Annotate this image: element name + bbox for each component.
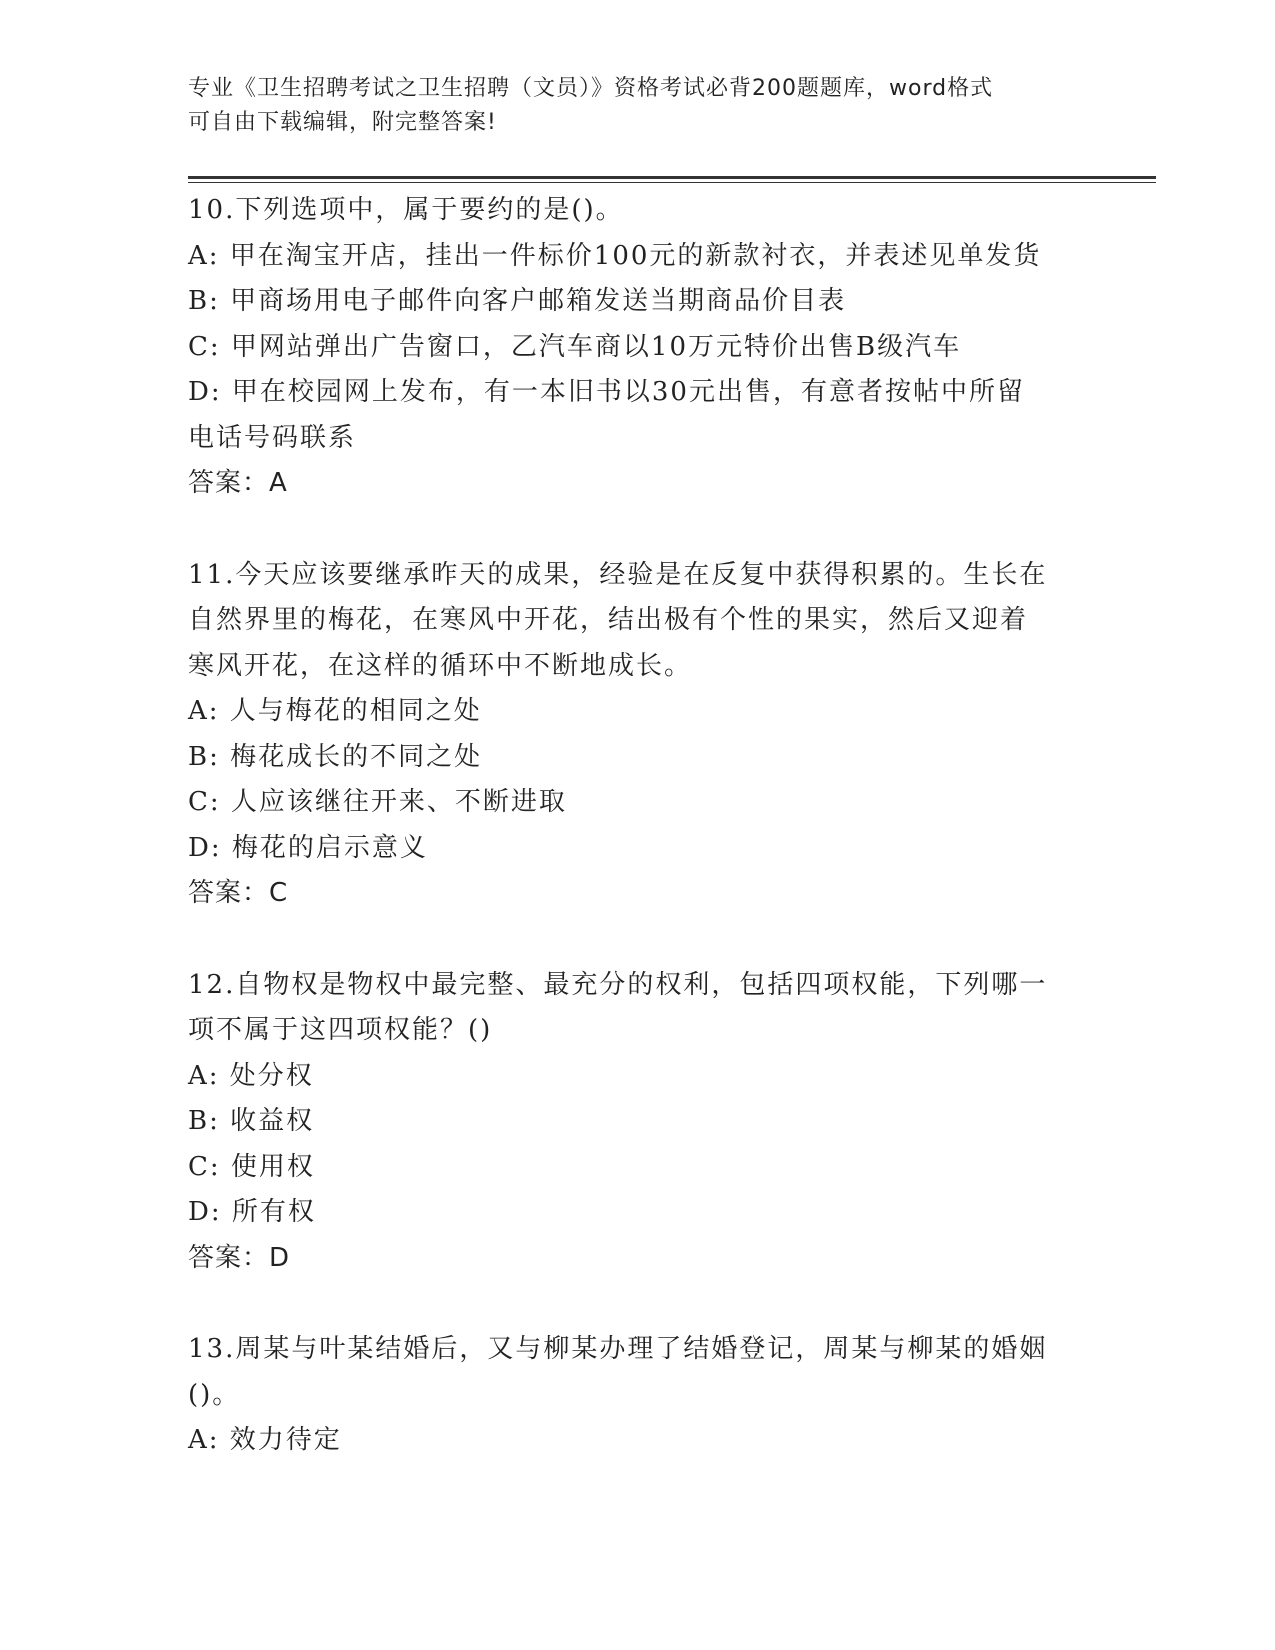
question-block xyxy=(188,188,1088,507)
question-list xyxy=(188,188,1088,1510)
answer-option-line: 电话号码联系 xyxy=(188,422,357,453)
answer-option-line: A: 处分权 xyxy=(188,1060,314,1091)
answer-option-line: A: 人与梅花的相同之处 xyxy=(188,696,482,726)
answer-option-line: B: 甲商场用电子邮件向客户邮箱发送当期商品价目表 xyxy=(188,286,847,316)
answer-option-line: A: 效力待定 xyxy=(188,1425,342,1455)
question-stem-line: 寒风开花，在这样的循环中不断地成长。 xyxy=(188,650,693,681)
question-stem-line: 12.自物权是物权中最完整、最充分的权利，包括四项权能，下列哪一 xyxy=(188,969,1048,1000)
question-stem-line: 自然界里的梅花，在寒风中开花，结出极有个性的果实，然后又迎着 xyxy=(188,605,1029,635)
answer-option-line: B: 收益权 xyxy=(188,1106,315,1136)
question-block xyxy=(188,963,1088,1282)
answer-option-line: D: 所有权 xyxy=(188,1197,316,1227)
question-block xyxy=(188,1327,1088,1464)
question-stem-line: 13.周某与叶某结婚后，又与柳某办理了结婚登记，周某与柳某的婚姻 xyxy=(188,1334,1048,1364)
question-stem-line: ()。 xyxy=(188,1379,241,1410)
header-title-line-2: 可自由下载编辑，附完整答案! xyxy=(188,110,497,135)
answer-option-line: C: 使用权 xyxy=(188,1151,315,1182)
header-title-line-1: 专业《卫生招聘考试之卫生招聘（文员）》资格考试必背200题题库，word格式 xyxy=(188,76,994,101)
header-divider-thin xyxy=(188,182,1156,183)
answer-key: 答案：D xyxy=(188,1242,291,1273)
question-block xyxy=(188,553,1088,917)
answer-key: 答案：C xyxy=(188,878,289,908)
answer-option-line: C: 人应该继往开来、不断进取 xyxy=(188,787,567,817)
question-stem-line: 10.下列选项中，属于要约的是()。 xyxy=(188,195,624,225)
answer-option-line: D: 梅花的启示意义 xyxy=(188,832,428,863)
answer-key: 答案：A xyxy=(188,468,288,498)
document-header xyxy=(188,72,1068,140)
answer-option-line: B: 梅花成长的不同之处 xyxy=(188,741,483,772)
answer-option-line: D: 甲在校园网上发布，有一本旧书以30元出售，有意者按帖中所留 xyxy=(188,377,1025,407)
question-stem-line: 项不属于这四项权能？() xyxy=(188,1015,493,1045)
answer-option-line: C: 甲网站弹出广告窗口，乙汽车商以10万元特价出售B级汽车 xyxy=(188,331,962,362)
header-divider-thick xyxy=(188,176,1156,179)
question-stem-line: 11.今天应该要继承昨天的成果，经验是在反复中获得积累的。生长在 xyxy=(188,559,1048,590)
answer-option-line: A: 甲在淘宝开店，挂出一件标价100元的新款衬衣，并表述见单发货 xyxy=(188,240,1042,271)
